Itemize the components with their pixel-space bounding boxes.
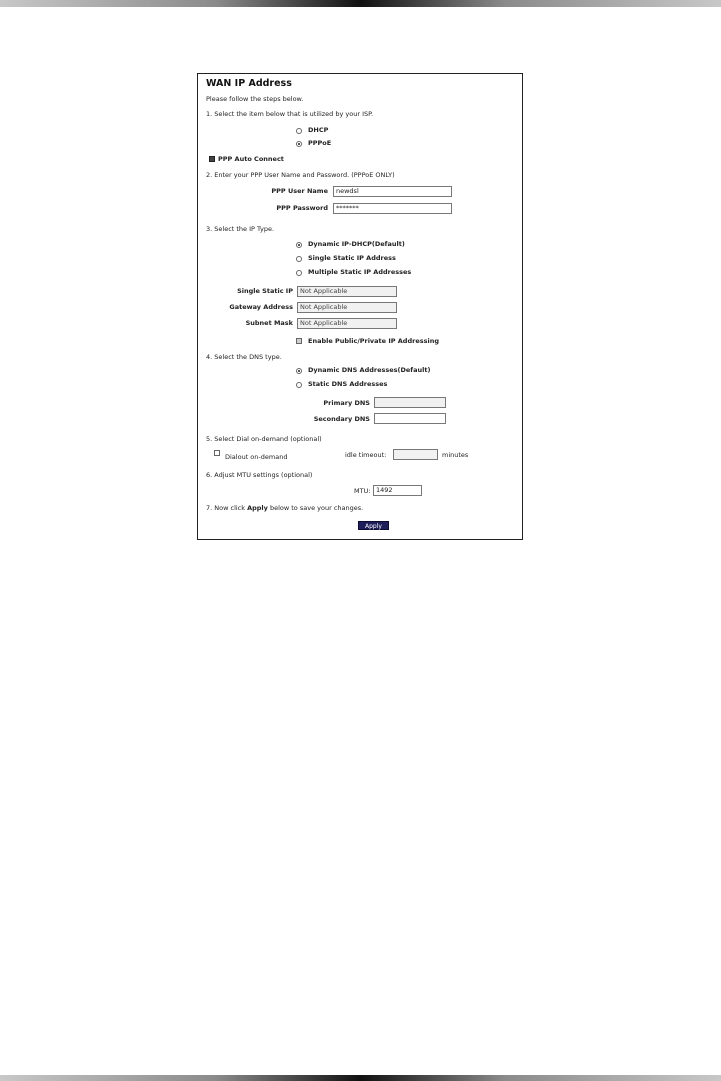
radio-multiple-static-ip-label: Multiple Static IP Addresses — [308, 268, 412, 276]
step7-apply-word: Apply — [247, 504, 268, 512]
ppp-auto-connect-label: PPP Auto Connect — [218, 155, 284, 163]
radio-dynamic-ip[interactable] — [296, 242, 302, 248]
step7-prefix: 7. Now click — [206, 504, 248, 512]
idle-timeout-label: idle timeout: — [345, 451, 387, 459]
radio-multiple-static-ip[interactable] — [296, 270, 302, 276]
step1-text: 1. Select the item below that is utilized by your ISP. — [206, 110, 374, 118]
step5-text: 5. Select Dial on-demand (optional) — [206, 435, 322, 443]
page-title: WAN IP Address — [206, 78, 292, 89]
radio-dhcp[interactable] — [296, 128, 302, 134]
single-static-ip-label: Single Static IP — [237, 287, 293, 295]
subnet-mask-label: Subnet Mask — [245, 319, 293, 327]
secondary-dns-input[interactable] — [374, 413, 446, 424]
subnet-mask-input[interactable]: Not Applicable — [297, 318, 397, 329]
bottom-decorative-bar — [0, 1075, 721, 1081]
primary-dns-input[interactable] — [374, 397, 446, 408]
radio-dhcp-label: DHCP — [308, 126, 329, 134]
top-decorative-bar — [0, 0, 721, 7]
step2-text: 2. Enter your PPP User Name and Password. (PPPoE ONLY) — [206, 171, 395, 179]
radio-static-dns-label: Static DNS Addresses — [308, 380, 388, 388]
secondary-dns-label: Secondary DNS — [313, 415, 370, 423]
minutes-label: minutes — [442, 451, 469, 459]
ppp-password-input[interactable]: ******* — [333, 203, 452, 214]
gateway-address-input[interactable]: Not Applicable — [297, 302, 397, 313]
step3-text: 3. Select the IP Type. — [206, 225, 275, 233]
radio-static-dns[interactable] — [296, 382, 302, 388]
radio-single-static-ip[interactable] — [296, 256, 302, 262]
public-private-label: Enable Public/Private IP Addressing — [308, 337, 439, 345]
radio-pppoe[interactable] — [296, 141, 302, 147]
intro-text: Please follow the steps below. — [206, 95, 304, 103]
dialout-on-demand-checkbox[interactable] — [214, 450, 220, 456]
radio-single-static-ip-label: Single Static IP Address — [308, 254, 396, 262]
single-static-ip-input[interactable]: Not Applicable — [297, 286, 397, 297]
radio-dynamic-dns-label: Dynamic DNS Addresses(Default) — [308, 366, 431, 374]
step7-text — [206, 504, 363, 513]
mtu-input[interactable]: 1492 — [373, 485, 422, 496]
apply-button[interactable]: Apply — [358, 521, 389, 530]
ppp-username-label: PPP User Name — [271, 187, 328, 195]
dialout-on-demand-label: Dialout on-demand — [225, 453, 288, 461]
radio-dynamic-dns[interactable] — [296, 368, 302, 374]
gateway-address-label: Gateway Address — [229, 303, 293, 311]
wan-ip-address-panel — [197, 73, 523, 540]
ppp-auto-connect-checkbox[interactable] — [209, 156, 215, 162]
ppp-username-input[interactable]: newdsl — [333, 186, 452, 197]
step6-text: 6. Adjust MTU settings (optional) — [206, 471, 313, 479]
ppp-password-label: PPP Password — [276, 204, 328, 212]
public-private-checkbox[interactable] — [296, 338, 302, 344]
idle-timeout-input[interactable] — [393, 449, 438, 460]
radio-dynamic-ip-label: Dynamic IP-DHCP(Default) — [308, 240, 405, 248]
mtu-label: MTU: — [354, 487, 371, 495]
step7-suffix: below to save your changes. — [267, 504, 364, 512]
primary-dns-label: Primary DNS — [323, 399, 370, 407]
radio-pppoe-label: PPPoE — [308, 139, 332, 147]
step4-text: 4. Select the DNS type. — [206, 353, 282, 361]
